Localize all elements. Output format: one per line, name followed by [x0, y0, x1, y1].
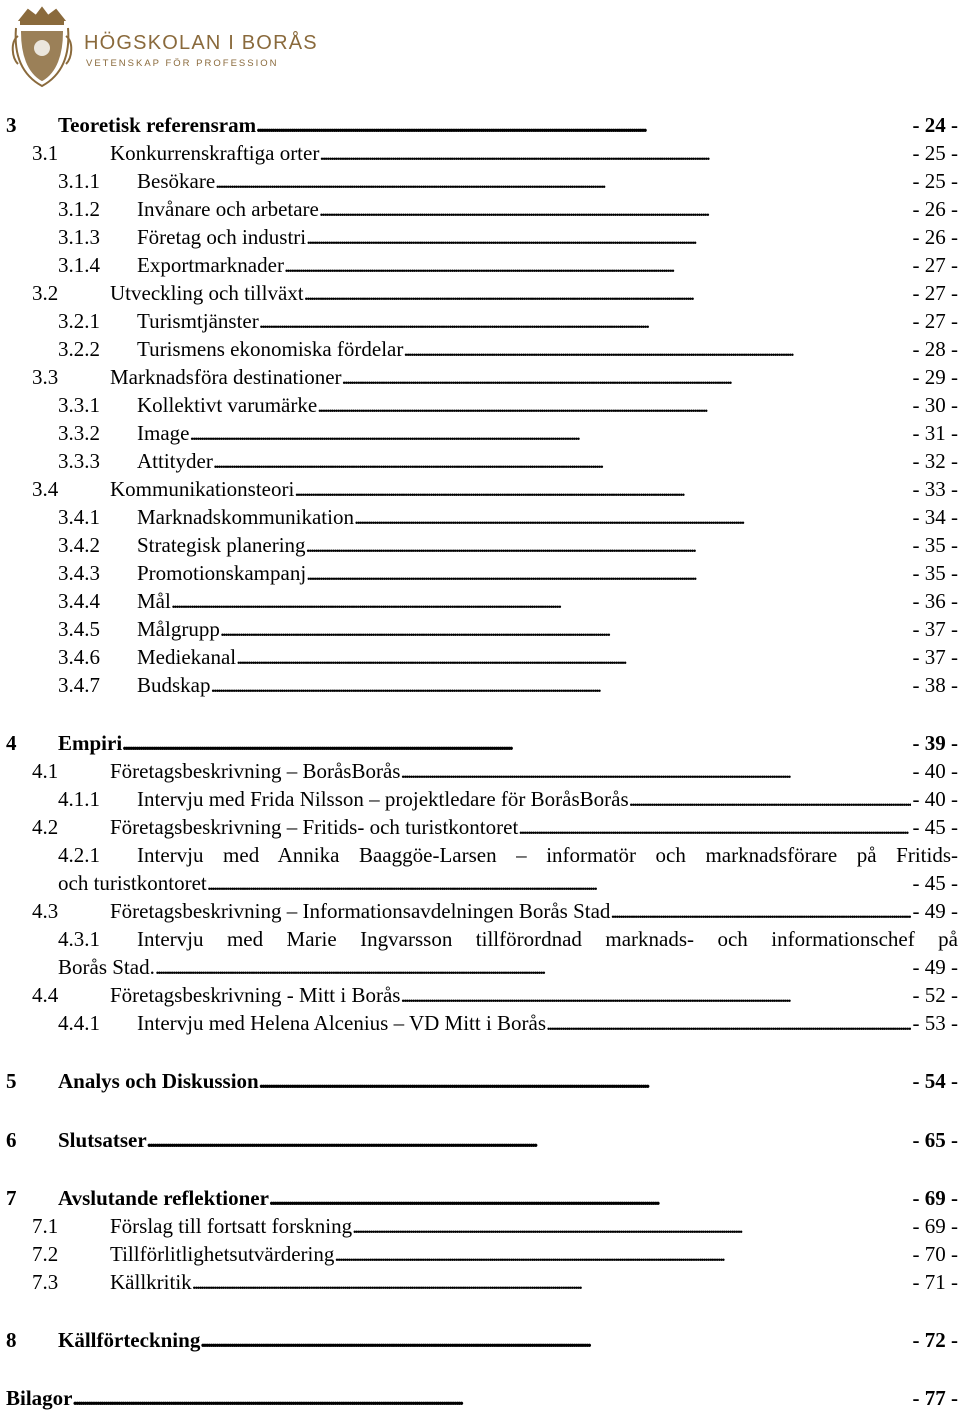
toc-title-line [137, 252, 958, 278]
toc-page-number: - 37 - [912, 617, 958, 641]
toc-page-number: - 31 - [912, 421, 958, 445]
toc-number: 3.3.3 [58, 449, 100, 473]
toc-number: 3.2 [32, 281, 59, 305]
toc-title: Promotionskampanj [137, 561, 307, 585]
dot-leader [403, 336, 910, 362]
toc-number: 3.4.3 [58, 561, 100, 585]
toc-entry[interactable] [0, 532, 960, 558]
toc-number: 3.2.1 [58, 309, 100, 333]
toc-number: 4.4.1 [58, 1011, 100, 1035]
toc-title-line [110, 476, 958, 502]
toc-entry[interactable] [0, 1127, 960, 1153]
toc-number: 8 [6, 1328, 17, 1352]
toc-title-line [137, 392, 958, 418]
toc-number: 3.3.2 [58, 421, 100, 445]
toc-entry[interactable] [0, 730, 960, 756]
dot-leader [629, 786, 911, 812]
toc-number: 7.2 [32, 1242, 59, 1266]
toc-title: Marknadskommunikation [137, 505, 354, 529]
toc-title-line [58, 1327, 958, 1353]
toc-entry[interactable] [0, 1385, 960, 1411]
toc-page-number: - 24 - [912, 113, 958, 137]
toc-number: 5 [6, 1069, 17, 1093]
dot-leader [400, 758, 910, 784]
toc-title-line [58, 1068, 958, 1094]
toc-title: Förslag till fortsatt forskning [110, 1214, 353, 1238]
toc-number: 3 [6, 113, 17, 137]
toc-title: Slutsatser [58, 1128, 147, 1152]
toc-page-number: - 28 - [912, 337, 958, 361]
dot-leader [317, 392, 910, 418]
toc-number: 3.4.6 [58, 645, 100, 669]
toc-number: 7.3 [32, 1270, 59, 1294]
toc-entry[interactable] [0, 1185, 960, 1211]
toc-title: Företag och industri [137, 225, 307, 249]
page-header [0, 0, 960, 95]
dot-leader [400, 982, 910, 1008]
dot-leader [319, 140, 910, 166]
toc-title: Analys och Diskussion [58, 1069, 259, 1093]
dot-leader [294, 476, 910, 502]
seal-icon [6, 2, 78, 92]
toc-number: 4.3.1 [58, 927, 100, 951]
toc-title-line [58, 112, 958, 138]
toc-number: 3.1.3 [58, 225, 100, 249]
toc-page-number: - 30 - [912, 393, 958, 417]
toc-title-line [110, 1269, 958, 1295]
toc-entry[interactable] [0, 1068, 960, 1094]
toc-entry[interactable] [0, 252, 960, 278]
toc-number: 3.1.1 [58, 169, 100, 193]
toc-page-number: - 52 - [912, 983, 958, 1007]
dot-leader [354, 504, 911, 530]
dot-leader [192, 1269, 911, 1295]
toc-page-number: - 72 - [912, 1328, 958, 1352]
toc-entry[interactable] [0, 1241, 960, 1267]
toc-page-number: - 35 - [912, 561, 958, 585]
toc-number: 6 [6, 1128, 17, 1152]
toc-number: 3.4.1 [58, 505, 100, 529]
toc-title-continuation: Borås Stad. [58, 955, 155, 979]
toc-title-line [110, 758, 958, 784]
toc-page-number: - 26 - [912, 197, 958, 221]
toc-title: Attityder [137, 449, 213, 473]
toc-page-number: - 45 - [912, 815, 958, 839]
toc-number: 4.3 [32, 899, 59, 923]
toc-page-number: - 25 - [912, 169, 958, 193]
toc-entry[interactable] [0, 758, 960, 784]
toc-page-number: - 49 - [912, 899, 958, 923]
toc-title: Image [137, 421, 190, 445]
toc-entry[interactable] [0, 786, 960, 812]
toc-title: Källkritik [110, 1270, 192, 1294]
dot-leader [306, 560, 910, 586]
toc-number: 4.2 [32, 815, 59, 839]
toc-title: Målgrupp [137, 617, 220, 641]
toc-title: Turismens ekonomiska fördelar [137, 337, 404, 361]
toc-title-line [137, 672, 958, 698]
toc-entry[interactable] [0, 308, 960, 334]
toc-number: 7.1 [32, 1214, 59, 1238]
dot-leader [220, 616, 911, 642]
toc-entry[interactable] [0, 616, 960, 642]
dot-leader [334, 1241, 910, 1267]
toc-title-line [110, 982, 958, 1008]
toc-entry[interactable] [0, 224, 960, 250]
toc-entry[interactable] [0, 336, 960, 362]
toc-title-line [137, 504, 958, 530]
dot-leader [155, 954, 911, 980]
toc-title: Tillförlitlighetsutvärdering [110, 1242, 335, 1266]
toc-entry[interactable] [0, 364, 960, 390]
dot-leader [189, 420, 910, 446]
dot-leader [200, 1327, 910, 1353]
toc-page-number: - 38 - [912, 673, 958, 697]
toc-page-number: - 27 - [912, 309, 958, 333]
toc-title: Intervju med Annika Baaggöe-Larsen – informatör och marknadsförare på Fritids- [137, 843, 958, 867]
toc-entry[interactable] [0, 476, 960, 502]
dot-leader [259, 308, 911, 334]
dot-leader [236, 644, 910, 670]
toc-title: Marknadsföra destinationer [110, 365, 342, 389]
toc-entry[interactable] [0, 1327, 960, 1353]
toc-number: 3.2.2 [58, 337, 100, 361]
dot-leader [215, 168, 910, 194]
toc-number: 7 [6, 1186, 17, 1210]
toc-title: Invånare och arbetare [137, 197, 319, 221]
toc-page-number: - 65 - [912, 1128, 958, 1152]
toc-title-line [137, 420, 958, 446]
toc-number: 3.4.2 [58, 533, 100, 557]
toc-page-number: - 69 - [912, 1214, 958, 1238]
toc-number: 3.3 [32, 365, 59, 389]
toc-number: 4.1 [32, 759, 59, 783]
toc-page-number: - 37 - [912, 645, 958, 669]
toc-title-line [137, 448, 958, 474]
toc-title: Exportmarknader [137, 253, 284, 277]
toc-entry[interactable] [0, 1213, 960, 1239]
dot-leader [73, 1385, 911, 1411]
toc-entry[interactable] [0, 842, 960, 895]
toc-number: 3.4 [32, 477, 59, 501]
dot-leader [213, 448, 911, 474]
toc-title: Besökare [137, 169, 216, 193]
toc-title-line [110, 140, 958, 166]
toc-entry[interactable] [0, 588, 960, 614]
toc-number: 3.4.7 [58, 673, 100, 697]
dot-leader [147, 1127, 911, 1153]
toc-page-number: - 77 - [912, 1386, 958, 1410]
toc-entry[interactable] [0, 644, 960, 670]
dot-leader [259, 1068, 911, 1094]
toc-page-number: - 26 - [912, 225, 958, 249]
toc-entry[interactable] [0, 448, 960, 474]
toc-entry[interactable] [0, 982, 960, 1008]
brand-motto: VETENSKAP FÖR PROFESSION [86, 58, 279, 69]
toc-title: Mål [137, 589, 171, 613]
toc-continuation [58, 954, 958, 980]
toc-title-line [137, 196, 958, 222]
toc-number: 3.3.1 [58, 393, 100, 417]
toc-entry[interactable] [0, 672, 960, 698]
toc-page-number: - 71 - [912, 1270, 958, 1294]
toc-entry[interactable] [0, 504, 960, 530]
toc-title-line [137, 308, 958, 334]
toc-title: Bilagor [6, 1386, 73, 1410]
toc-title-line [137, 786, 958, 812]
dot-leader [546, 1010, 910, 1036]
toc-title: Turismtjänster [137, 309, 259, 333]
toc-title: Företagsbeskrivning - Mitt i Borås [110, 983, 401, 1007]
toc-entry[interactable] [0, 926, 960, 979]
toc-page-number: - 34 - [912, 505, 958, 529]
toc-title-line [137, 1010, 958, 1036]
toc-title: Kollektivt varumärke [137, 393, 318, 417]
dot-leader [306, 224, 910, 250]
toc-title: Budskap [137, 673, 211, 697]
dot-leader [610, 898, 910, 924]
toc-continuation [58, 870, 958, 896]
toc-page-number: - 40 - [912, 787, 958, 811]
toc-page-number: - 27 - [912, 281, 958, 305]
toc-entry[interactable] [0, 140, 960, 166]
toc-title-line [110, 814, 958, 840]
toc-entry[interactable] [0, 420, 960, 446]
dot-leader [304, 280, 911, 306]
toc-title-line [137, 224, 958, 250]
toc-title-line [137, 560, 958, 586]
dot-leader [207, 870, 911, 896]
toc-title-line [58, 1127, 958, 1153]
toc-title: Intervju med Frida Nilsson – projektledare för BoråsBorås [137, 787, 629, 811]
toc-title-line [6, 1385, 958, 1411]
brand-name: HÖGSKOLAN I BORÅS [84, 32, 318, 54]
toc-number: 3.4.5 [58, 617, 100, 641]
toc-title: Strategisk planering [137, 533, 306, 557]
toc-title: Företagsbeskrivning – Fritids- och turistkontoret [110, 815, 519, 839]
toc-title-line [58, 1185, 958, 1211]
toc-title: Utveckling och tillväxt [110, 281, 304, 305]
toc-page-number: - 70 - [912, 1242, 958, 1266]
toc-title-line [137, 644, 958, 670]
dot-leader [122, 730, 910, 756]
toc-page-number: - 40 - [912, 759, 958, 783]
toc-title-line [137, 616, 958, 642]
toc-entry[interactable] [0, 168, 960, 194]
dot-leader [518, 814, 910, 840]
dot-leader [319, 196, 911, 222]
toc-title-line [110, 1213, 958, 1239]
toc-title: Avslutande reflektioner [58, 1186, 269, 1210]
toc-number: 3.4.4 [58, 589, 100, 613]
toc-page-number: - 29 - [912, 365, 958, 389]
toc-page-number: - 36 - [912, 589, 958, 613]
toc-entry[interactable] [0, 898, 960, 924]
toc-number: 4.1.1 [58, 787, 100, 811]
dot-leader [352, 1213, 910, 1239]
toc-number: 4.2.1 [58, 843, 100, 867]
toc-page-number: - 27 - [912, 253, 958, 277]
toc-page-number: - 69 - [912, 1186, 958, 1210]
toc-title-line [110, 364, 958, 390]
toc-title-line [110, 898, 958, 924]
toc-number: 4 [6, 731, 17, 755]
dot-leader [256, 112, 910, 138]
toc-entry[interactable] [0, 1010, 960, 1036]
toc-page-number: - 25 - [912, 141, 958, 165]
toc-page-number: - 49 - [912, 955, 958, 979]
toc-page-number: - 35 - [912, 533, 958, 557]
toc-title-line [58, 730, 958, 756]
toc-title: Konkurrenskraftiga orter [110, 141, 320, 165]
toc-title-line [137, 532, 958, 558]
toc-entry[interactable] [0, 392, 960, 418]
toc-number: 4.4 [32, 983, 59, 1007]
toc-title: Intervju med Marie Ingvarsson tillförordnad marknads- och informationschef på [137, 927, 958, 951]
toc-number: 3.1.2 [58, 197, 100, 221]
toc-title-line [137, 168, 958, 194]
dot-leader [211, 672, 911, 698]
toc-title: Källförteckning [58, 1328, 201, 1352]
toc-number: 3.1 [32, 141, 59, 165]
dot-leader [284, 252, 911, 278]
toc-title: Intervju med Helena Alcenius – VD Mitt i Borås [137, 1011, 547, 1035]
toc-title-line [137, 588, 958, 614]
dot-leader [306, 532, 911, 558]
dot-leader [342, 364, 911, 390]
toc-title-continuation: och turistkontoret [58, 871, 207, 895]
toc-title-line [110, 280, 958, 306]
toc-number: 3.1.4 [58, 253, 100, 277]
toc-title: Företagsbeskrivning – Informationsavdelningen Borås Stad [110, 899, 611, 923]
toc-entry[interactable] [0, 1269, 960, 1295]
toc-title: Teoretisk referensram [58, 113, 257, 137]
toc-title: Mediekanal [137, 645, 237, 669]
toc-title-line [137, 336, 958, 362]
toc-title: Företagsbeskrivning – BoråsBorås [110, 759, 401, 783]
toc-entry[interactable] [0, 814, 960, 840]
toc-page-number: - 33 - [912, 477, 958, 501]
toc-page-number: - 54 - [912, 1069, 958, 1093]
toc-title: Empiri [58, 731, 123, 755]
toc-page-number: - 45 - [912, 871, 958, 895]
dot-leader [171, 588, 911, 614]
toc-page-number: - 53 - [912, 1011, 958, 1035]
toc-entry[interactable] [0, 112, 960, 138]
dot-leader [269, 1185, 911, 1211]
toc-entry[interactable] [0, 196, 960, 222]
toc-page-number: - 32 - [912, 449, 958, 473]
toc-title: Kommunikationsteori [110, 477, 295, 501]
toc-entry[interactable] [0, 560, 960, 586]
toc-title-line [110, 1241, 958, 1267]
toc-entry[interactable] [0, 280, 960, 306]
toc-page-number: - 39 - [912, 731, 958, 755]
